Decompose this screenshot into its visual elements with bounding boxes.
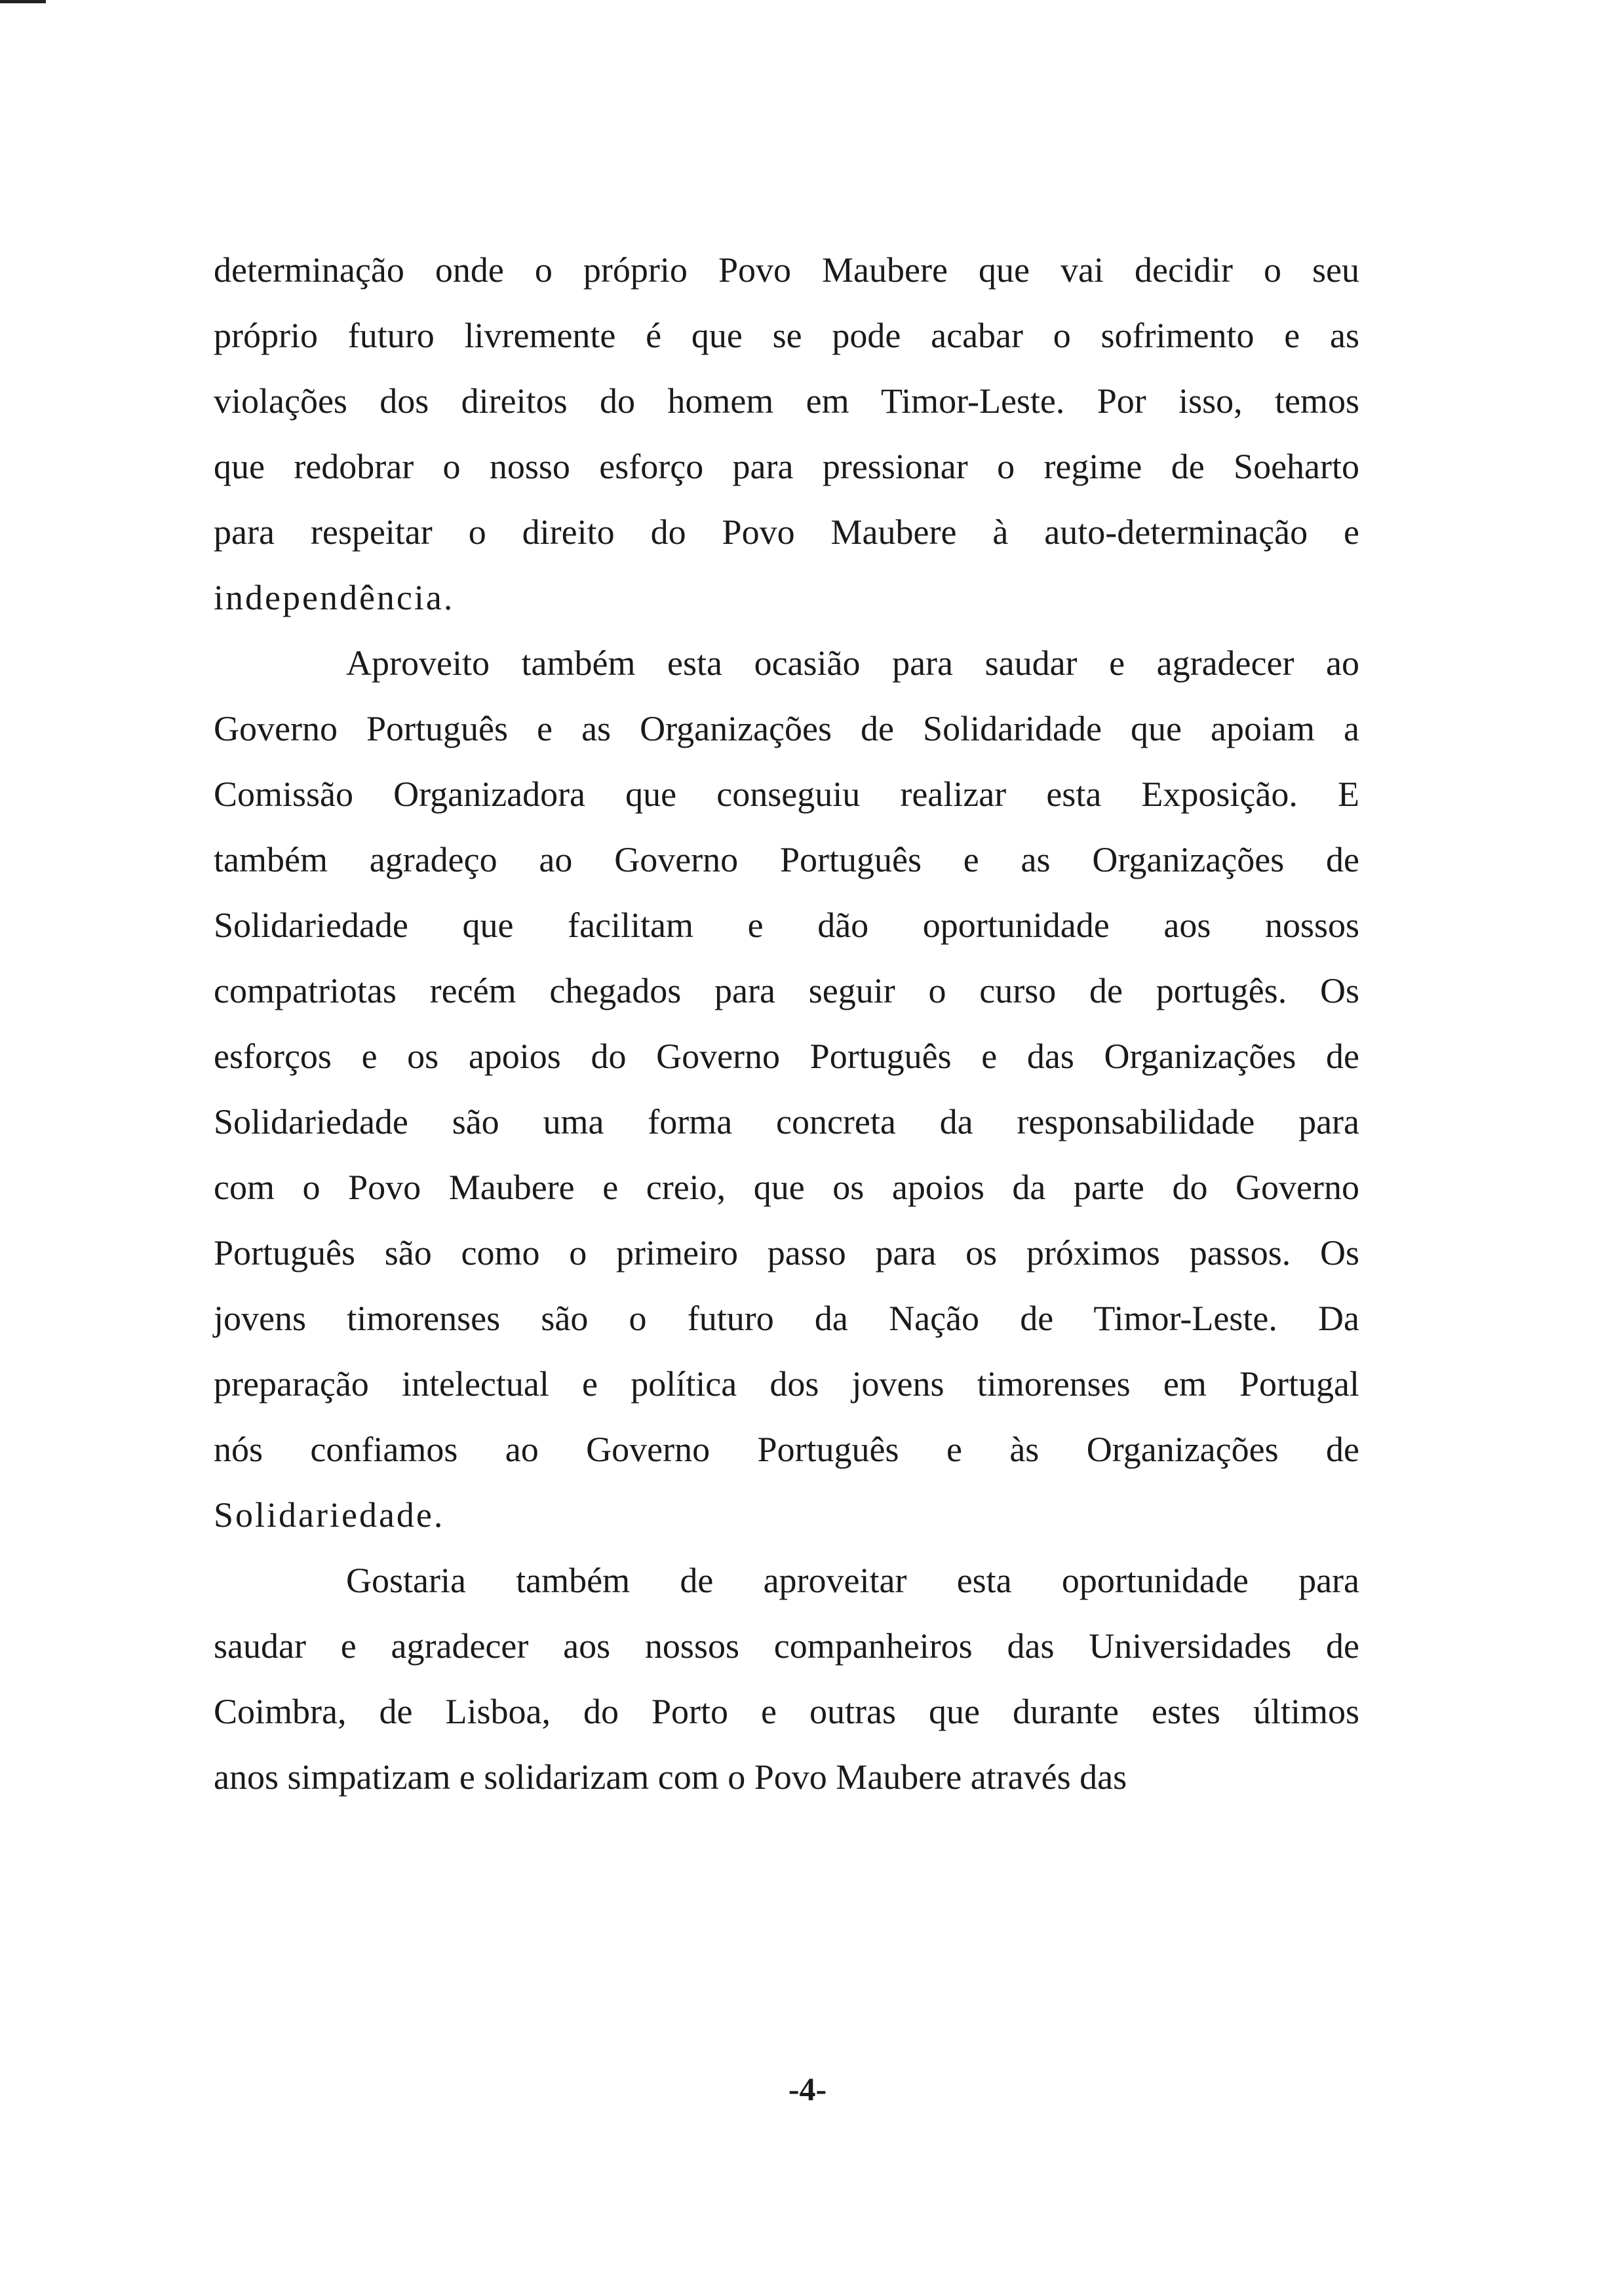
text-line: próprio futuro livremente é que se pode acabar o sofrimento e as [214,316,1359,355]
text-line: nós confiamos ao Governo Português e às Organizações de [214,1430,1359,1469]
paragraph-start-line: Gostaria também de aproveitar esta oportunidade para [346,1561,1359,1600]
text-line: Solidariedade são uma forma concreta da responsabilidade para [214,1102,1359,1141]
text-line: violações dos direitos do homem em Timor-Leste. Por isso, temos [214,381,1359,421]
text-line: preparação intelectual e política dos jovens timorenses em Portugal [214,1364,1359,1404]
text-line: Português são como o primeiro passo para os próximos passos. Os [214,1233,1359,1272]
text-line: independência. [214,578,455,617]
text-line: com o Povo Maubere e creio, que os apoios da parte do Governo [214,1168,1359,1207]
text-line: esforços e os apoios do Governo Português e das Organizações de [214,1037,1359,1076]
text-line: Governo Português e as Organizações de Solidaridade que apoiam a [214,709,1359,748]
text-line: jovens timorenses são o futuro da Nação de Timor-Leste. Da [214,1299,1359,1338]
text-line: também agradeço ao Governo Português e as Organizações de [214,840,1359,879]
text-line: para respeitar o direito do Povo Maubere à auto-determinação e [214,512,1359,552]
text-line: determinação onde o próprio Povo Maubere que vai decidir o seu [214,250,1359,290]
paragraph-start-line: Aproveito também esta ocasião para saudar e agradecer ao [346,643,1359,683]
page-number: -4- [788,2071,827,2107]
text-line: compatriotas recém chegados para seguir o curso de portugês. Os [214,971,1359,1010]
text-line: Comissão Organizadora que conseguiu realizar esta Exposição. E [214,775,1359,814]
text-line: Solidariedade que facilitam e dão oportunidade aos nossos [214,906,1359,945]
text-line: que redobrar o nosso esforço para pressionar o regime de Soeharto [214,447,1359,486]
scan-corner-mark [0,0,46,3]
text-line: saudar e agradecer aos nossos companheiros das Universidades de [214,1626,1359,1666]
document-body [214,237,1359,1810]
text-line: anos simpatizam e solidarizam com o Povo Maubere através das [214,1757,1127,1797]
text-line: Solidariedade. [214,1495,445,1535]
text-line: Coimbra, de Lisboa, do Porto e outras que durante estes últimos [214,1692,1359,1731]
